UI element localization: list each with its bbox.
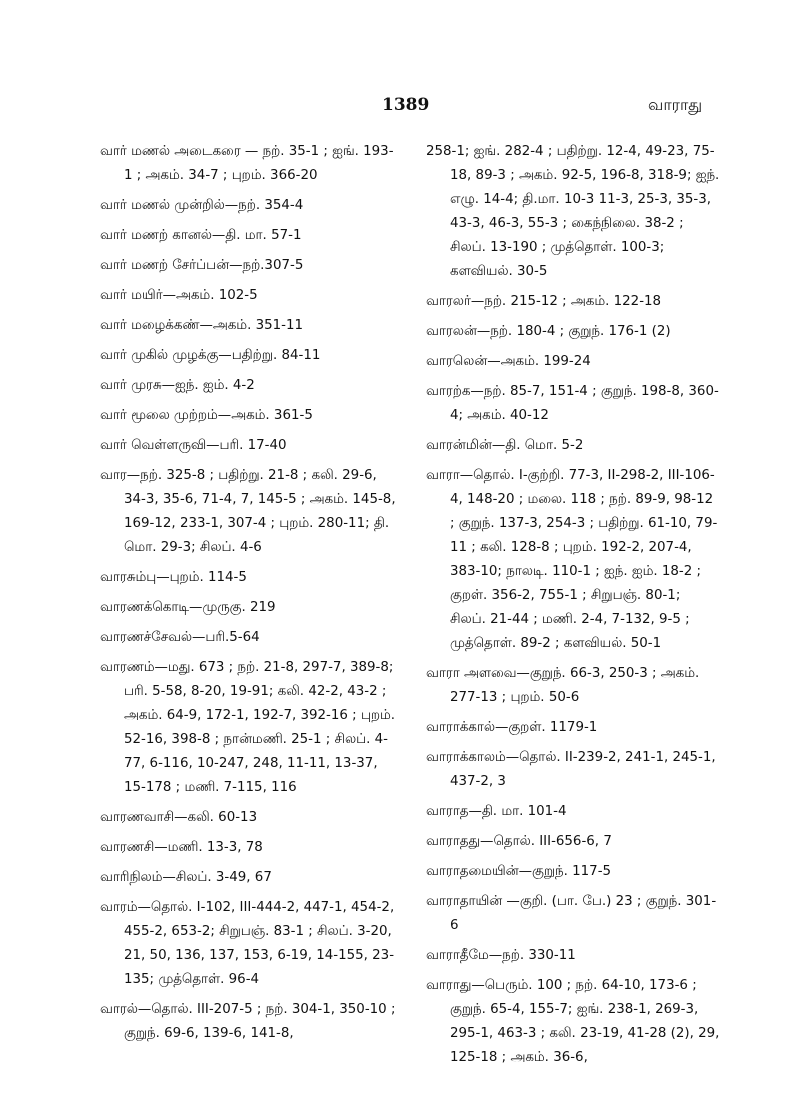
- index-entry: வாரலென்—அகம். 199-24: [426, 354, 591, 369]
- index-entry: வாராதீமே—நற். 330-11: [426, 948, 576, 963]
- index-entry: வார—நற். 325-8 ; பதிற்று. 21-8 ; கலி. 29-6, 34-3, 35-6, 71-4, 7, 145-5 ; அகம். 145-8, 169-12, 233-1, 307-4 ; புறம். 280-11; தி. மொ. 29-3; சிலப். 4-6: [100, 468, 396, 555]
- running-head: வாராது: [648, 95, 703, 114]
- right-column: [426, 140, 720, 1070]
- index-entry: வார் முகில் முழக்கு—பதிற்று. 84-11: [100, 348, 321, 363]
- index-entry: வாரணசி—மணி. 13-3, 78: [100, 840, 263, 855]
- index-entry: வார் மணல் முன்றில்—நற். 354-4: [100, 198, 304, 213]
- index-entry: வார் மணற் சேர்ப்பன்—நற்.307-5: [100, 258, 304, 273]
- index-entry: வாரம்—தொல். I-102, III-444-2, 447-1, 454-2, 455-2, 653-2; சிறுபஞ். 83-1 ; சிலப். 3-20, 21, 50, 136, 137, 153, 6-19, 14-155, 23-135; முத்தொள். 96-4: [100, 900, 395, 987]
- index-entry: வாரலர்—நற். 215-12 ; அகம். 122-18: [426, 294, 662, 309]
- index-entry: வாராதாயின் —குறி. (பா. பே.) 23 ; குறுந். 301-6: [426, 894, 717, 933]
- index-entry: வாரசும்பு—புறம். 114-5: [100, 570, 247, 585]
- index-entry: வாரா—தொல். I-குற்றி. 77-3, II-298-2, III-106-4, 148-20 ; மலை. 118 ; நற். 89-9, 98-12 ; குறுந். 137-3, 254-3 ; பதிற்று. 61-10, 79-11 ; கலி. 128-8 ; புறம். 192-2, 207-4, 383-10; நாலடி. 110-1 ; ஐந். ஐம். 18-2 ; குறள். 356-2, 755-1 ; சிறுபஞ். 80-1; சிலப். 21-44 ; மணி. 2-4, 7-132, 9-5 ; முத்தொள். 89-2 ; களவியல். 50-1: [426, 468, 718, 651]
- index-entry: வாரணவாசி—கலி. 60-13: [100, 810, 258, 825]
- index-entry: வாராதமையின்—குறுந். 117-5: [426, 864, 612, 879]
- index-entry: வாரிநிலம்—சிலப். 3-49, 67: [100, 870, 272, 885]
- page-number: 1389: [382, 95, 430, 115]
- index-entry: வாரா அளவை—குறுந். 66-3, 250-3 ; அகம். 277-13 ; புறம். 50-6: [426, 666, 700, 705]
- index-entry: வாரணக்கொடி—முருகு. 219: [100, 600, 276, 615]
- index-entry: வாராக்காலம்—தொல். II-239-2, 241-1, 245-1, 437-2, 3: [426, 750, 716, 789]
- index-entry: வார் மழைக்கண்—அகம். 351-11: [100, 318, 304, 333]
- index-entry: வாராத—தி. மா. 101-4: [426, 804, 567, 819]
- index-entry: வாராதது—தொல். III-656-6, 7: [426, 834, 612, 849]
- index-entry: வாரற்க—நற். 85-7, 151-4 ; குறுந். 198-8, 360-4; அகம். 40-12: [426, 384, 719, 423]
- index-entry: வாரணச்சேவல்—பரி.5-64: [100, 630, 260, 645]
- index-entry: வார் மயிர்—அகம். 102-5: [100, 288, 258, 303]
- index-entry: வார் மணற் கானல்—தி. மா. 57-1: [100, 228, 302, 243]
- index-entry: வாரணம்—மது. 673 ; நற். 21-8, 297-7, 389-8; பரி. 5-58, 8-20, 19-91; கலி. 42-2, 43-2 ; அகம். 64-9, 172-1, 192-7, 392-16 ; புறம். 52-16, 398-8 ; நான்மணி. 25-1 ; சிலப். 4-77, 6-116, 10-247, 248, 11-11, 13-37, 15-178 ; மணி. 7-115, 116: [100, 660, 396, 795]
- index-entry: வாராக்கால்—குறள். 1179-1: [426, 720, 598, 735]
- left-column: [100, 140, 400, 1046]
- index-entry: வாராது—பெரும். 100 ; நற். 64-10, 173-6 ; குறுந். 65-4, 155-7; ஐங். 238-1, 269-3, 295-1, 463-3 ; கலி. 23-19, 41-28 (2), 29, 125-18 ; அகம். 36-6,: [426, 978, 720, 1065]
- index-entry: வார் முரசு—ஐந். ஐம். 4-2: [100, 378, 255, 393]
- index-entry: வாரன்மின்—தி. மொ. 5-2: [426, 438, 584, 453]
- index-entry: வார் மூலை முற்றம்—அகம். 361-5: [100, 408, 313, 423]
- index-entry: வாரலன்—நற். 180-4 ; குறுந். 176-1 (2): [426, 324, 671, 339]
- index-entry: வாரல்—தொல். III-207-5 ; நற். 304-1, 350-10 ; குறுந். 69-6, 139-6, 141-8,: [100, 1002, 396, 1041]
- index-entry-continued: 258-1; ஐங். 282-4 ; பதிற்று. 12-4, 49-23, 75-18, 89-3 ; அகம். 92-5, 196-8, 318-9; ஐந். எழு. 14-4; தி.மா. 10-3 11-3, 25-3, 35-3, 43-3, 46-3, 55-3 ; கைந்நிலை. 38-2 ; சிலப். 13-190 ; முத்தொள். 100-3; களவியல். 30-5: [426, 144, 720, 279]
- index-entry: வார் மணல் அடைகரை — நற். 35-1 ; ஐங். 193-1 ; அகம். 34-7 ; புறம். 366-20: [100, 144, 394, 183]
- index-entry: வார் வெள்ளருவி—பரி. 17-40: [100, 438, 287, 453]
